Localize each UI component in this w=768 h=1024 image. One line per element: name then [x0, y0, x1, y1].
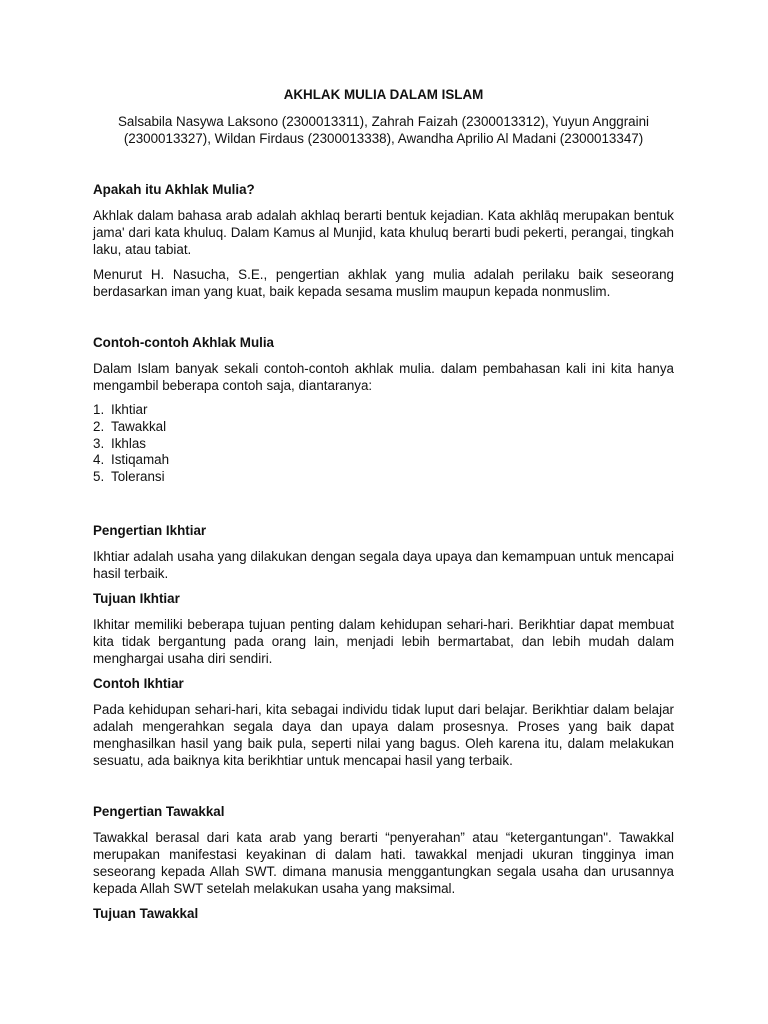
paragraph: Ikhtiar adalah usaha yang dilakukan dengan segala daya upaya dan kemampuan untuk mencapai hasil terbaik. — [93, 548, 674, 581]
list-item — [93, 436, 674, 453]
list-number: 1. — [93, 402, 105, 417]
paragraph: Menurut H. Nasucha, S.E., pengertian akhlak yang mulia adalah perilaku baik seseorang berdasarkan iman yang kuat, baik kepada sesama muslim maupun kepada nonmuslim. — [93, 267, 674, 299]
paragraph: Ikhitar memiliki beberapa tujuan penting dalam kehidupan sehari-hari. Berikhtiar dapat membuat kita tidak bergantung pada orang lain, menjadi lebih bermartabat, dan lebih mudah dalam menghargai usaha diri sendiri. — [93, 616, 674, 666]
subheading-tujuan-tawakkal: Tujuan Tawakkal — [93, 905, 199, 921]
section-heading-contoh-akhlak: Contoh-contoh Akhlak Mulia — [93, 335, 275, 350]
list-number: 3. — [93, 435, 105, 451]
paragraph: Dalam Islam banyak sekali contoh-contoh akhlak mulia. dalam pembahasan kali ini kita hanya mengambil beberapa contoh saja, diantaranya: — [93, 361, 674, 393]
list-number: 2. — [93, 418, 105, 434]
subheading-contoh-ikhtiar: Contoh Ikhtiar — [93, 675, 184, 691]
section-heading-pengertian-tawakkal: Pengertian Tawakkal — [93, 803, 225, 819]
list-text: Toleransi — [111, 469, 165, 485]
list-item — [93, 402, 674, 419]
paragraph: Pada kehidupan sehari-hari, kita sebagai individu tidak luput dari belajar. Berikhtiar dalam belajar adalah mengerahkan segala daya dan upaya dalam prosesnya. Proses yang baik dapat menghasilkan hasil yang baik pula, seperti nilai yang bagus. Oleh karena itu, dalam melakukan sesuatu, ada baiknya kita berikhtiar untuk mencapai hasil yang terbaik. — [93, 701, 674, 768]
author-list: Salsabila Nasywa Laksono (2300013311), Zahrah Faizah (2300013312), Yuyun Anggraini (2300013327), Wildan Firdaus (2300013338), Awandha Aprilio Al Madani (2300013347) — [117, 114, 650, 146]
section-heading-akhlak-mulia: Apakah itu Akhlak Mulia? — [93, 182, 255, 197]
example-list — [93, 402, 674, 486]
list-text: Istiqamah — [111, 452, 170, 468]
list-text: Ikhlas — [111, 435, 146, 451]
list-item — [93, 469, 674, 486]
list-text: Tawakkal — [111, 418, 167, 434]
list-item — [93, 452, 674, 469]
list-item — [93, 419, 674, 436]
list-number: 4. — [93, 452, 105, 468]
list-number: 5. — [93, 469, 105, 485]
document-title: AKHLAK MULIA DALAM ISLAM — [283, 87, 484, 102]
paragraph: Tawakkal berasal dari kata arab yang berarti “penyerahan” atau “ketergantungan". Tawakkal merupakan manifestasi keyakinan di dalam hati. tawakkal menjadi ukuran tingginya iman seseorang kepada Allah SWT. dimana manusia menggantungkan segala usaha dan urusannya kepada Allah SWT setelah melakukan usaha yang maksimal. — [93, 829, 674, 896]
subheading-tujuan-ikhtiar: Tujuan Ikhtiar — [93, 590, 180, 606]
list-text: Ikhtiar — [111, 402, 148, 417]
section-heading-pengertian-ikhtiar: Pengertian Ikhtiar — [93, 522, 207, 538]
paragraph: Akhlak dalam bahasa arab adalah akhlaq berarti bentuk kejadian. Kata akhlāq merupakan bentuk jama' dari kata khuluq. Dalam Kamus al Munjid, kata khuluq berarti budi pekerti, perangai, tingkah laku, atau tabiat. — [93, 208, 674, 257]
